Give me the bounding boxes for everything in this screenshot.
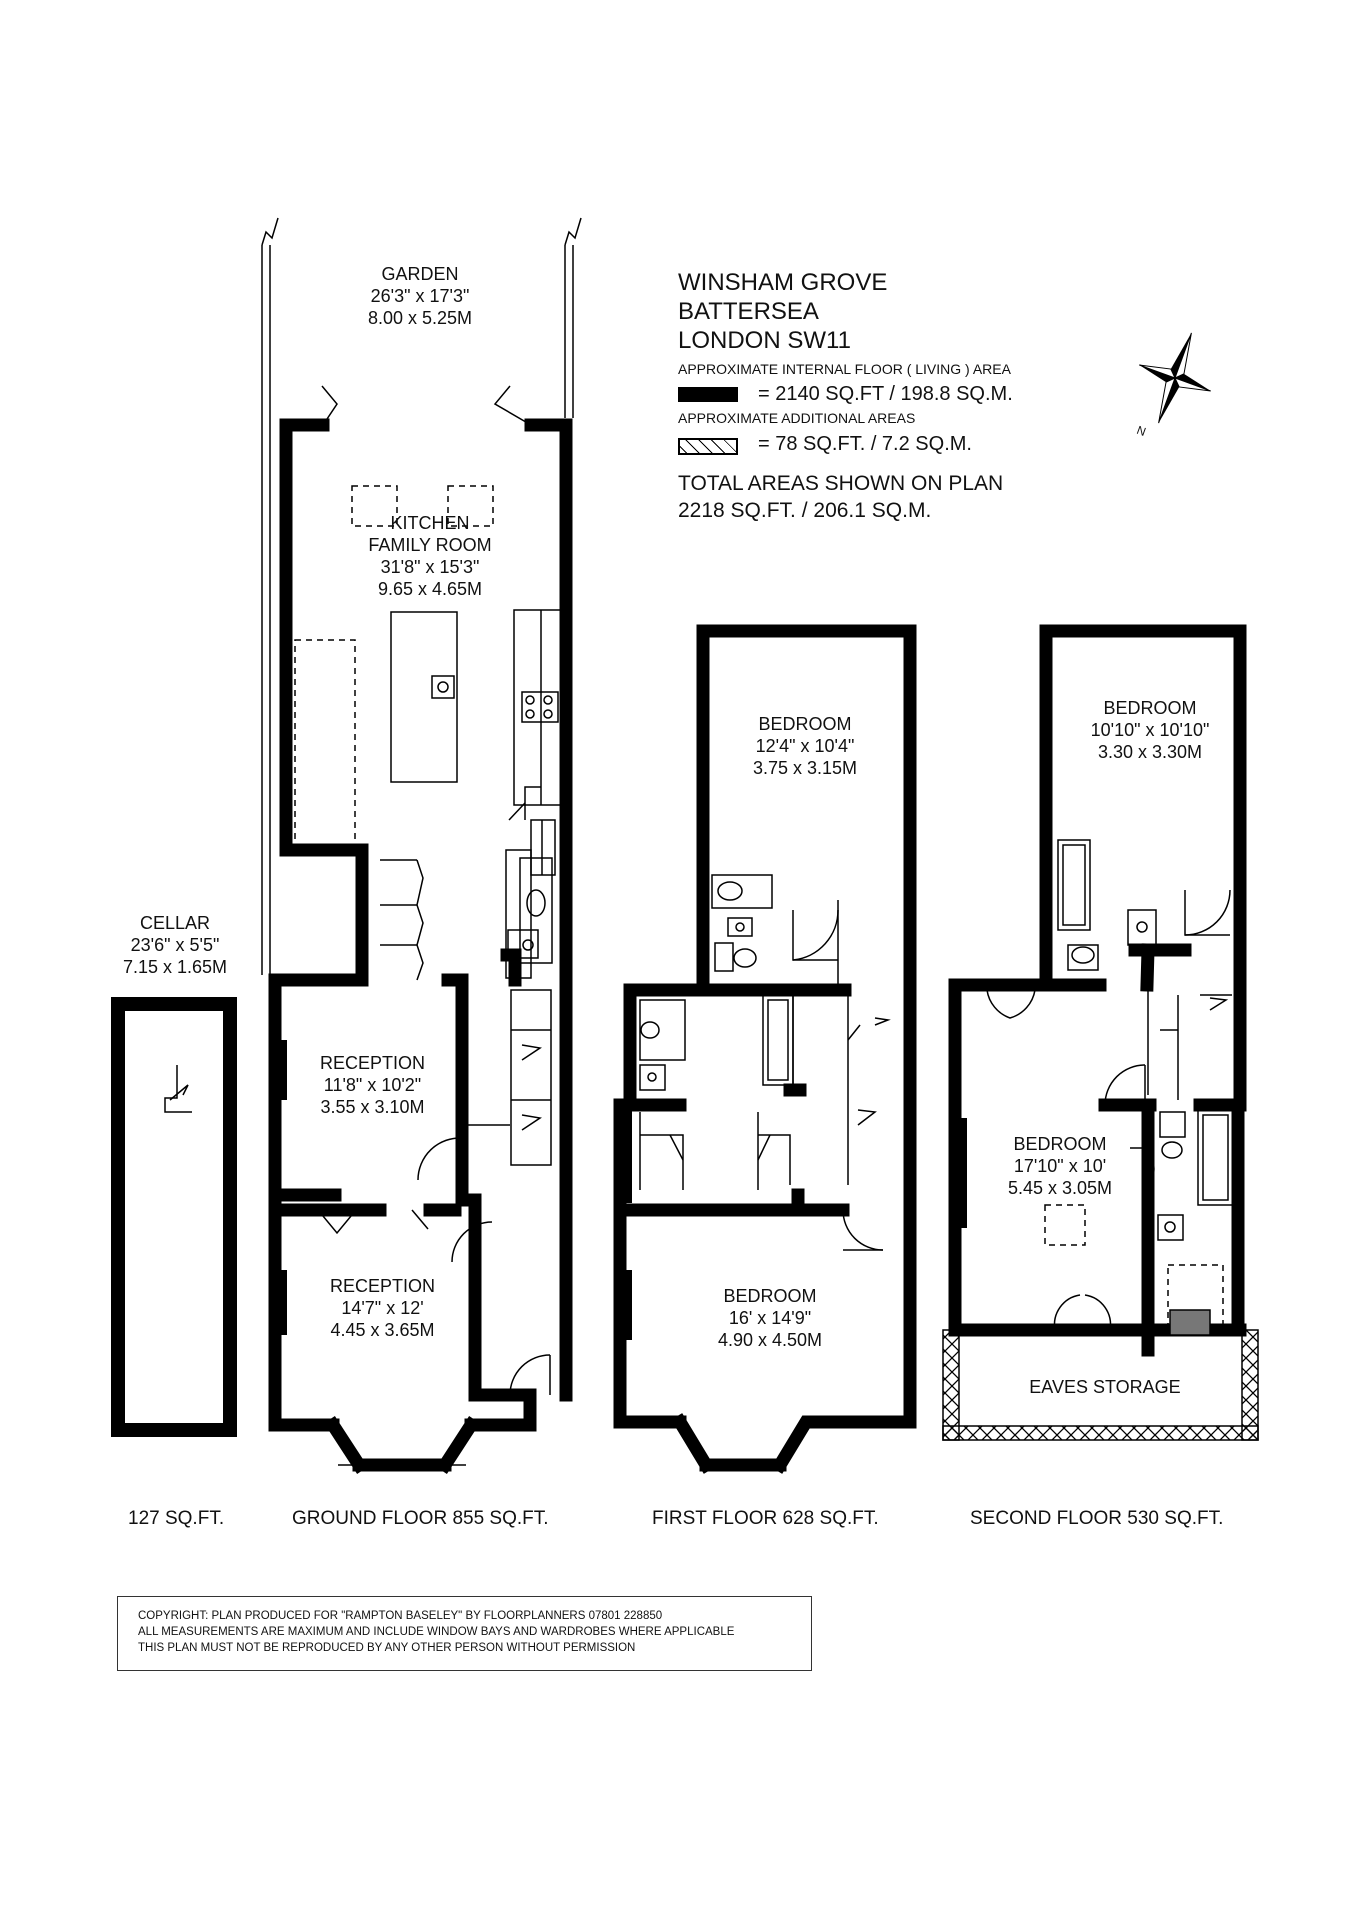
- room-garden: GARDEN 26'3" x 17'3" 8.00 x 5.25M: [367, 264, 473, 328]
- first-floor-fixtures: [640, 875, 888, 1462]
- legend-additional-value: = 78 SQ.FT. / 7.2 SQ.M.: [758, 433, 972, 455]
- legend-additional-label: APPROXIMATE ADDITIONAL AREAS: [678, 410, 916, 426]
- room-reception-front: RECEPTION 14'7" x 12' 4.45 x 3.65M: [329, 1276, 435, 1340]
- ground-floor-area-caption: GROUND FLOOR 855 SQ.FT.: [292, 1508, 549, 1529]
- room-second-floor-front-bedroom: BEDROOM 17'10" x 10' 5.45 x 3.05M: [1007, 1134, 1113, 1198]
- legend-hatch-swatch: [678, 438, 738, 455]
- room-second-floor-rear-bedroom: BEDROOM 10'10" x 10'10" 3.30 x 3.30M: [1090, 698, 1210, 762]
- total-area-value: 2218 SQ.FT. / 206.1 SQ.M.: [678, 499, 932, 522]
- copyright-line-3: THIS PLAN MUST NOT BE REPRODUCED BY ANY OTHER PERSON WITHOUT PERMISSION: [138, 1642, 636, 1654]
- room-cellar: CELLAR 23'6" x 5'5" 7.15 x 1.65M: [122, 913, 228, 977]
- address-line-2: BATTERSEA: [678, 298, 819, 325]
- compass-rose: [1123, 320, 1227, 436]
- property-address: [678, 268, 887, 355]
- room-first-floor-front-bedroom: BEDROOM 16' x 14'9" 4.90 x 4.50M: [717, 1286, 823, 1350]
- address-line-3: LONDON SW11: [678, 327, 851, 354]
- room-kitchen-family: KITCHEN FAMILY ROOM 31'8" x 15'3" 9.65 x 4.65M: [368, 513, 492, 599]
- room-first-floor-rear-bedroom: BEDROOM 12'4" x 10'4" 3.75 x 3.15M: [752, 714, 858, 778]
- second-floor-fixtures: [987, 840, 1233, 1335]
- room-eaves-storage: EAVES STORAGE: [1029, 1377, 1181, 1397]
- total-area-label: TOTAL AREAS SHOWN ON PLAN: [678, 472, 1004, 495]
- cellar-walls: [118, 1004, 230, 1430]
- chimney-breast: [622, 1108, 632, 1203]
- chimney-breast: [622, 1270, 632, 1340]
- legend-solid-swatch: [678, 387, 738, 402]
- copyright-line-1: COPYRIGHT: PLAN PRODUCED FOR "RAMPTON BASELEY" BY FLOORPLANNERS 07801 228850: [138, 1610, 663, 1622]
- second-floor-area-caption: SECOND FLOOR 530 SQ.FT.: [970, 1508, 1224, 1529]
- legend-internal-label: APPROXIMATE INTERNAL FLOOR ( LIVING ) AREA: [678, 361, 1011, 377]
- compass-north-label: N: [1134, 422, 1148, 440]
- address-line-1: WINSHAM GROVE: [678, 269, 888, 296]
- copyright-notice: [117, 1596, 812, 1671]
- room-reception-rear: RECEPTION 11'8" x 10'2" 3.55 x 3.10M: [319, 1053, 425, 1117]
- legend-internal-value: = 2140 SQ.FT / 198.8 SQ.M.: [758, 383, 1013, 405]
- copyright-line-2: ALL MEASUREMENTS ARE MAXIMUM AND INCLUDE WINDOW BAYS AND WARDROBES WHERE APPLICABLE: [138, 1626, 735, 1638]
- cellar-area-caption: 127 SQ.FT.: [128, 1508, 225, 1529]
- first-floor-area-caption: FIRST FLOOR 628 SQ.FT.: [652, 1508, 879, 1529]
